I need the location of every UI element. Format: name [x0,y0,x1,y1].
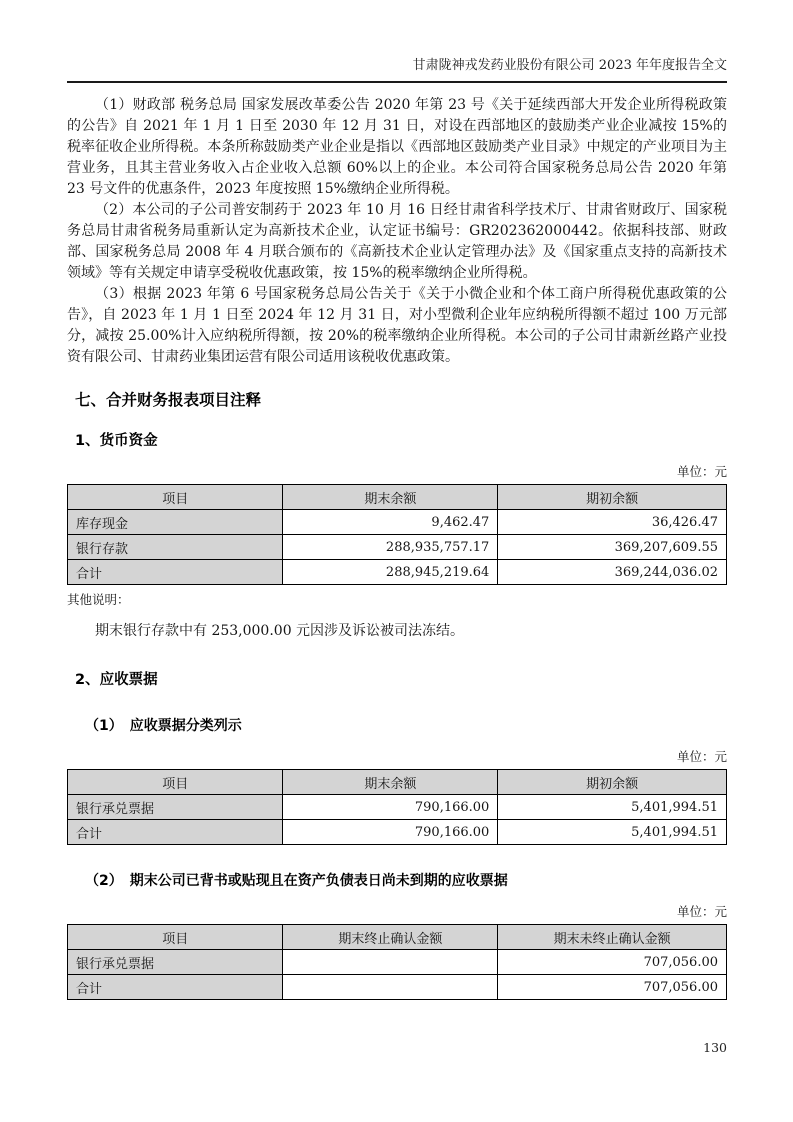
row-total-label: 合计 [68,560,283,585]
table-row-total [68,975,727,1000]
notes-classification-table [67,769,727,845]
col-header-item: 项目 [68,485,283,510]
document-header [67,0,727,83]
unit-label-endorsed: 单位：元 [676,904,727,919]
row-cash-on-hand-label: 库存现金 [68,510,283,535]
tax-note-paragraph-1: （1）财政部 税务总局 国家发展改革委公告 2020 年第 23 号《关于延续西部大开发企业所得税政策的公告》自 2021 年 1 月 1 日至 2030 年 12 月 31 日，对设在西部地区的鼓励类产业企业减按 15%的税率征收企业所得税。本条所称鼓励类产业企业是指以《西部地区鼓励类产业目录》中规定的产业项目为主营业务，且其主营业务收入占企业收入总额 60%以上的企业。本公司符合国家税务总局公告 2020 年第 23 号文件的优惠条件，2023 年度按照 15%缴纳企业所得税。 [67,97,727,197]
col-header-item: 项目 [68,770,283,795]
tax-note-paragraph-3: （3）根据 2023 年第 6 号国家税务总局公告关于《关于小微企业和个体工商户所得税优惠政策的公告》，自 2023 年 1 月 1 日至 2024 年 12 月 31 日，对小型微利企业年应纳税所得额不超过 100 万元部分，减按 25.00%计入应纳税所得额，按 20%的税率缴纳企业所得税。本公司的子公司甘肃新丝路产业投资有限公司、甘肃药业集团运营有限公司适用该税收优惠政策。 [67,286,727,365]
row-total-beginning: 5,401,994.51 [498,820,727,845]
col-header-derecognized: 期末终止确认金额 [283,925,498,950]
row-total-derecognized [283,975,498,1000]
row-bank-acceptance-label: 银行承兑票据 [68,795,283,820]
row-total-label: 合计 [68,820,283,845]
col-header-beginning-balance: 期初余额 [498,485,727,510]
frozen-deposit-note: 期末银行存款中有 253,000.00 元因涉及诉讼被司法冻结。 [95,623,465,639]
row-bank-deposits-beginning: 369,207,609.55 [498,535,727,560]
row-bank-acceptance-not-derecognized: 707,056.00 [498,950,727,975]
monetary-funds-heading: 1、货币资金 [75,433,158,449]
col-header-not-derecognized: 期末未终止确认金额 [498,925,727,950]
row-bank-acceptance-label: 银行承兑票据 [68,950,283,975]
col-header-ending-balance: 期末余额 [283,770,498,795]
page-number: 130 [703,1040,727,1055]
col-header-ending-balance: 期末余额 [283,485,498,510]
endorsed-notes-heading: （2） 期末公司已背书或贴现且在资产负债表日尚未到期的应收票据 [85,873,508,889]
endorsed-notes-table [67,924,727,1000]
notes-classification-heading: （1） 应收票据分类列示 [85,718,242,734]
other-note-label: 其他说明： [67,592,130,607]
table-header-row [68,770,727,795]
section-7-title: 七、合并财务报表项目注释 [75,391,262,409]
notes-receivable-heading: 2、应收票据 [75,672,158,688]
monetary-funds-table [67,484,727,585]
row-bank-acceptance-ending: 790,166.00 [283,795,498,820]
unit-label-monetary-funds: 单位：元 [676,464,727,479]
col-header-beginning-balance: 期初余额 [498,770,727,795]
report-header-title: 甘肃陇神戎发药业股份有限公司 2023 年年度报告全文 [412,58,727,73]
tax-note-paragraph-2: （2）本公司的子公司普安制药于 2023 年 10 月 16 日经甘肃省科学技术厅、甘肃省财政厅、国家税务总局甘肃省税务局重新认定为高新技术企业，认定证书编号：GR202362000442。依据科技部、财政部、国家税务总局 2008 年 4 月联合颁布的《高新技术企业认定管理办法》及《国家重点支持的高新技术领域》等有关规定申请享受税收优惠政策，按 15%的税率缴纳企业所得税。 [67,202,727,281]
row-cash-on-hand-beginning: 36,426.47 [498,510,727,535]
unit-label-classification: 单位：元 [676,749,727,764]
table-row-total [68,820,727,845]
header-divider [67,81,727,83]
row-cash-on-hand-ending: 9,462.47 [283,510,498,535]
row-total-ending: 288,945,219.64 [283,560,498,585]
row-total-ending: 790,166.00 [283,820,498,845]
row-bank-deposits-ending: 288,935,757.17 [283,535,498,560]
table-row [68,535,727,560]
table-header-row [68,925,727,950]
col-header-item: 项目 [68,925,283,950]
tax-preference-notes [67,95,727,368]
row-bank-acceptance-beginning: 5,401,994.51 [498,795,727,820]
table-row [68,795,727,820]
table-header-row [68,485,727,510]
row-bank-acceptance-derecognized [283,950,498,975]
table-row [68,510,727,535]
row-total-beginning: 369,244,036.02 [498,560,727,585]
table-row [68,950,727,975]
row-total-label: 合计 [68,975,283,1000]
row-total-not-derecognized: 707,056.00 [498,975,727,1000]
page-content [67,0,727,1000]
table-row-total [68,560,727,585]
row-bank-deposits-label: 银行存款 [68,535,283,560]
